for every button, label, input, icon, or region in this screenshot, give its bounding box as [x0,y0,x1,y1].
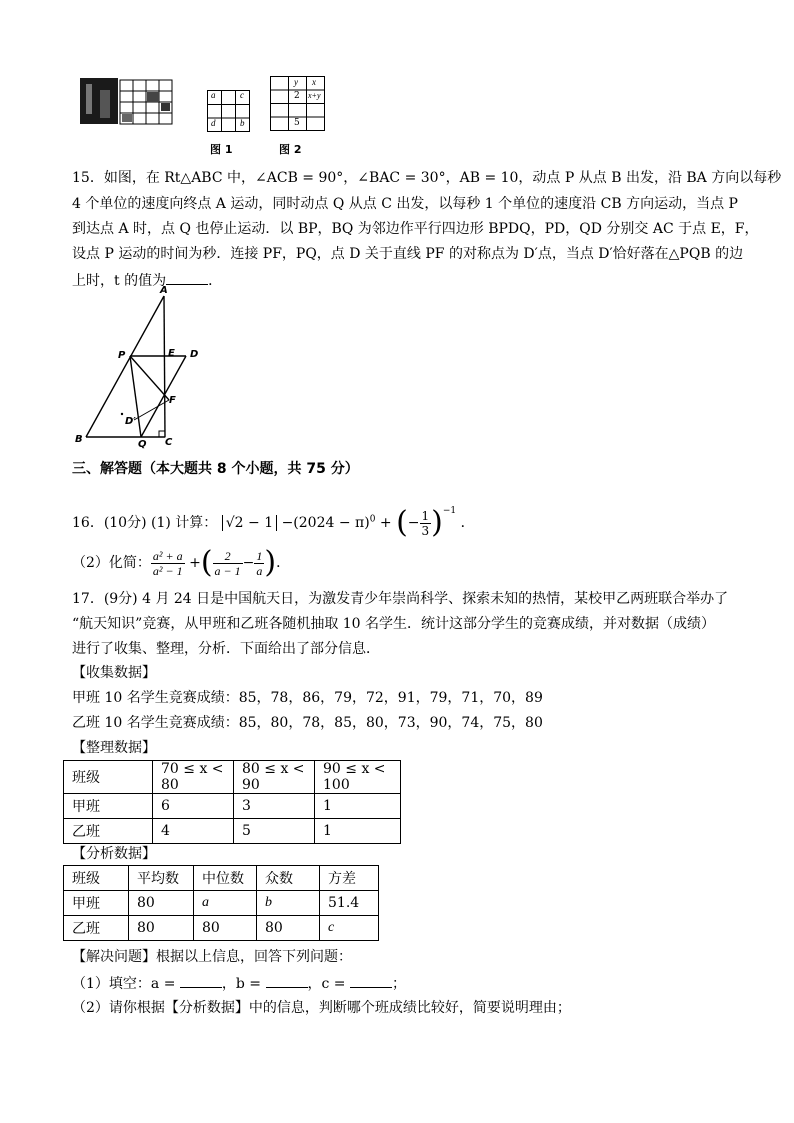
solve-problem-line: 【解决问题】根据以上信息，回答下列问题： [72,949,352,965]
table-cell: 4 [153,819,234,844]
table-header-cell: 中位数 [194,866,257,891]
table-header-cell: 班级 [64,761,153,794]
answer-blank-c [350,973,392,988]
q16-rparen: ) [431,505,443,540]
q15-line-4: 设点 P 运动的时间为秒．连接 PF，PQ，点 D 关于直线 PF 的对称点为 D′点，当点 D′恰好落在△PQB 的边 [72,246,744,262]
fill-c-label: ，c = [307,976,346,992]
figure-1-grid [207,90,267,136]
fill-prefix: （1）填空：a = [72,976,176,992]
answer-blank-b [266,973,308,988]
fill-b-label: ，b = [221,976,262,992]
point-Dp-dot [121,413,123,415]
q16-p1-plus: + [379,515,392,531]
q16-p2-frac-1 [213,549,243,578]
label-E: E [168,348,175,359]
q15-geometry-figure [72,285,212,450]
table-header-cell: 方差 [320,866,379,891]
statistics-table [63,865,379,941]
table-header-cell: 班级 [64,866,129,891]
photo-image [80,76,176,126]
table-cell: 51.4 [320,891,379,916]
grid2-cell-5: 5 [294,118,300,128]
photo-figure [80,76,176,126]
q16-abs-value: √2 − 1 [222,515,277,531]
table-header-cell: 70 ≤ x < 80 [153,761,234,794]
q16-part-1 [72,496,475,540]
label-Dprime: D′ [125,416,136,427]
q16-p2-f2-num: 1 [256,548,263,563]
q17-line-1: 17．(9分) 4 月 24 日是中国航天日，为激发青少年崇尚科学、探索未知的热情，某校甲乙两班联合举办了 [72,591,729,607]
table-header-cell: 众数 [257,866,320,891]
q16-p1-end: ． [460,515,475,531]
q16-p2-end: ． [276,555,291,571]
table-row [64,891,379,916]
table-cell: 80 [129,916,194,941]
q15-line-1: 15．如图，在 Rt△ABC 中，∠ACB = 90°，∠BAC = 30°，AB = 10，动点 P 从点 B 出发，沿 BA 方向以每秒 [72,170,782,186]
figure-2-grid [270,76,330,136]
grid1-cell-c: c [240,90,244,100]
label-P: P [118,350,126,361]
label-D: D [190,349,199,360]
table-cell: 乙班 [64,819,153,844]
organize-data-heading: 【整理数据】 [72,740,156,756]
q16-p2-prefix: （2）化简： [72,555,151,571]
table-cell: 3 [234,794,315,819]
table-cell: 1 [315,819,401,844]
label-A: A [160,285,168,296]
segment-AC [164,296,165,437]
q16-p2-rparen: ) [264,545,277,580]
q16-p2-f1-den: a − 1 [214,563,241,578]
table-row [64,916,379,941]
q16-neg-sign: − [407,515,420,531]
q16-p2-den: a² − 1 [152,563,183,578]
q16-part-2 [72,545,290,581]
collect-data-heading: 【收集数据】 [72,665,156,681]
q17-line-2: “航天知识”竞赛，从甲班和乙班各随机抽取 10 名学生．统计这部分学生的竞赛成绩，并对数据（成绩） [72,616,716,632]
segment-DQ [141,356,186,437]
analyze-data-heading: 【分析数据】 [72,846,156,862]
figure-1-caption: 图 1 [210,143,233,156]
q15-triangle-diagram [72,288,212,450]
grid2-cell-2: 2 [294,91,300,101]
table-cell: b [257,891,320,916]
q16-p2-minus: − [242,555,255,571]
figure-2-caption: 图 2 [279,143,302,156]
q16-p2-lparen: ( [200,545,213,580]
q15-line-5-end: ． [208,273,223,289]
grid2-cell-x: x [312,77,316,87]
grid1-cell-b: b [240,118,245,128]
grid2-cell-y: y [294,77,298,87]
grid1-cell-d: d [211,118,216,128]
fill-in-line [72,973,406,993]
table-cell: 1 [315,794,401,819]
q16-exp-0: 0 [369,514,376,525]
q16-p2-frac-main [151,549,185,578]
segment-PF [130,356,169,400]
answer-blank-t [166,270,208,285]
table-header-cell: 平均数 [129,866,194,891]
table-cell: 乙班 [64,916,129,941]
frequency-table [63,760,401,844]
q16-fraction [420,509,432,538]
q16-p2-f2-den: a [256,563,263,578]
section-3-heading: 三、解答题（本大题共 8 个小题，共 75 分） [72,461,359,477]
q16-p2-num: a² + a [152,548,183,563]
q16-p1-mid: −(2024 − π) [281,515,370,531]
q16-lparen: ( [396,505,408,540]
q15-line-5 [72,270,222,290]
class-b-scores: 乙班 10 名学生竞赛成绩：85，80，78，85，80，73，90，74，75，80 [72,715,543,731]
q15-line-2: 4 个单位的速度向终点 A 运动，同时动点 Q 从点 C 出发，以每秒 1 个单位的速度沿 CB 方向运动，当点 P [72,196,738,212]
q16-p2-f1-num: 2 [213,549,243,564]
table-cell: 80 [129,891,194,916]
table-row [64,794,401,819]
table-cell: 甲班 [64,891,129,916]
table-cell: 5 [234,819,315,844]
q16-frac-den: 3 [421,523,430,538]
table-row [64,761,401,794]
table-header-cell: 80 ≤ x < 90 [234,761,315,794]
grid-2-svg [270,76,330,132]
table-cell: 80 [194,916,257,941]
label-C: C [165,437,173,448]
grid2-cell-xy: x+y [308,91,321,100]
label-B: B [75,434,83,445]
label-F: F [169,395,176,406]
grid1-cell-a: a [211,90,216,100]
q15-line-5-text: 上时，t 的值为 [72,273,167,289]
q16-p2-plus: + [189,555,201,571]
table-header-cell: 90 ≤ x < 100 [315,761,401,794]
answer-blank-a [180,973,222,988]
q16-p1-prefix: 16．(10分) (1) 计算： [72,515,218,531]
grid-1-svg [207,90,267,132]
table-cell: c [320,916,379,941]
q15-line-3: 到达点 A 时，点 Q 也停止运动．以 BP，BQ 为邻边作平行四边形 BPDQ，PD，QD 分别交 AC 于点 E，F， [72,221,759,237]
class-a-scores: 甲班 10 名学生竞赛成绩：85，78，86，79，72，91，79，71，70，89 [72,690,543,706]
q16-frac-num: 1 [421,508,430,523]
q17-part-2: （2）请你根据【分析数据】中的信息，判断哪个班成绩比较好，简要说明理由； [72,1000,571,1016]
q17-line-3: 进行了收集、整理，分析．下面给出了部分信息． [72,641,380,657]
table-cell: a [194,891,257,916]
table-cell: 80 [257,916,320,941]
table-row [64,866,379,891]
label-Q: Q [138,439,147,450]
fill-end: ； [391,976,406,992]
table-cell: 甲班 [64,794,153,819]
table-cell: 6 [153,794,234,819]
table-row [64,819,401,844]
q16-p2-frac-2 [254,549,264,578]
q16-exp-neg1: −1 [442,506,457,516]
